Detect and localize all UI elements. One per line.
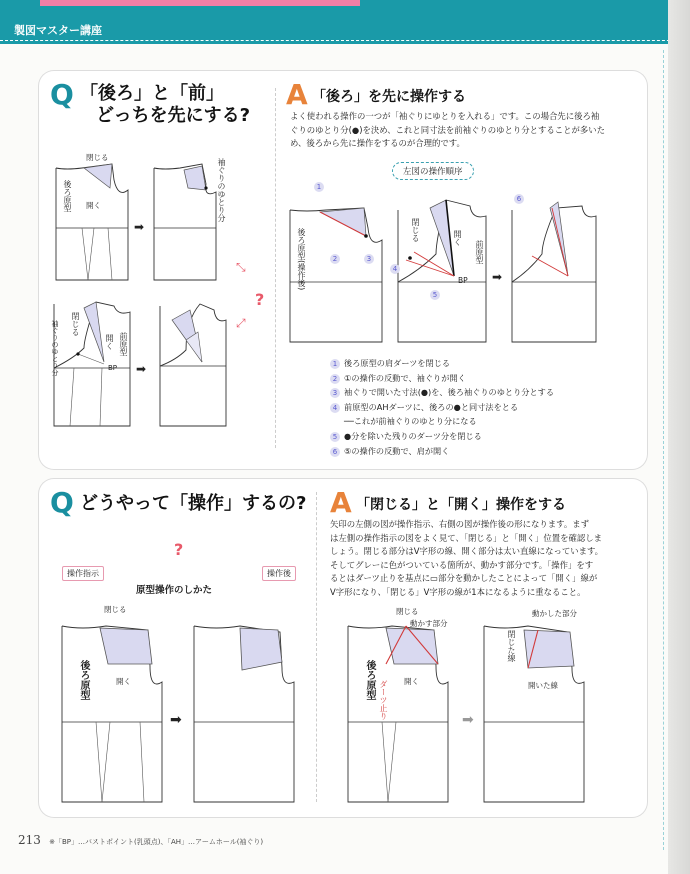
label-open: 開く [105,334,114,350]
header-dash [0,40,690,41]
label-back-pattern-op: 後ろ原型(操作後) [297,228,306,291]
question-mark: ? [255,290,265,309]
diagram-instruction [58,612,168,804]
panel2-separator [316,492,317,802]
label-close: 閉じる [86,153,109,162]
page-edge [668,0,690,874]
header-bar [0,0,690,44]
label-open: 開く [404,677,419,686]
a-body-2 [330,518,603,600]
a-letter-2: A [330,486,352,519]
order-steps [330,356,554,458]
step-marker-3: 3 [364,254,378,264]
step-marker-1: 1 [314,182,328,192]
header-title: 製図マスター講座 [14,24,102,37]
label-closed-line: 閉じた線 [507,630,516,662]
a-body-1-line: め、後ろから先に操作をするのが合理的です。 [290,138,465,149]
label-close: 閉じる [396,607,419,616]
a-body-2-line: るとはダーツ止りを基点に▭部分を動かしたことによって「開く」線が [330,573,598,584]
arrow-diagonal-icon: ⤢ [236,316,246,330]
order-step: 6 ⑤の操作の反動で、肩が開く [330,444,554,459]
arrow-right-icon: ➡ [492,270,503,284]
step-marker-6: 6 [514,194,528,204]
label-sleeve-ease: 袖ぐりのゆとり分 [51,320,59,376]
q-letter-1: Q [50,78,74,111]
order-step: 5 ●分を除いた残りのダーツ分を閉じる [330,429,554,444]
a-body-1 [290,110,605,151]
question-mark: ? [174,540,184,559]
label-close: 閉じる [71,312,80,336]
after-tag: 操作後 [262,566,296,581]
a-title-2: 「閉じる」と「開く」操作をする [356,497,566,513]
a-body-2-line: V字形になり、「閉じる」V字形の線が1本になるように重なること。 [330,586,586,597]
step-marker-4: 4 [390,264,404,274]
a-body-2-line: 矢印の左側の図が操作指示、右側の図が操作後の形になります。まず [330,519,589,529]
a-body-2-line: は左側の操作指示の図をよく見て、「閉じる」と「開く」位置を確認しま [330,532,603,543]
arrow-right-icon: ➡ [170,712,182,728]
label-front-pattern: 前原型 [475,240,484,264]
label-bp: BP [108,364,118,372]
label-back-pattern: 後ろ原型 [364,660,375,700]
q-title-2: どうやって「操作」するの? [80,493,307,514]
label-opened-line: 開いた線 [528,681,558,690]
label-moving-part: 動かす部分 [410,619,448,628]
q-title-1-line2: どっちを先にする? [96,105,251,126]
label-open: 開く [116,677,131,686]
label-front-pattern: 前原型 [119,332,128,356]
label-dart-point: ダーツ止り [379,680,388,720]
a-title-1: 「後ろ」を先に操作する [312,89,466,105]
margin-dash [663,50,664,850]
a-letter-1: A [286,78,308,111]
footer [18,833,263,847]
footer-note: ※「BP」…バストポイント(乳頭点)、「AH」…アームホール(袖ぐり) [49,838,264,846]
a-body-2-line: そしてグレーに色がついている箇所が、動かす部分です。「操作」をす [330,559,594,570]
instruction-tag: 操作指示 [62,566,104,581]
panel1-separator [275,88,276,448]
order-step: 3 袖ぐりで開いた寸法(●)を、後ろ袖ぐりのゆとり分とする [330,385,554,400]
diagram-order [286,180,606,350]
order-step: 4 前原型のAHダーツに、後ろの●と同寸法をとる [330,400,554,415]
arrow-right-icon: ➡ [134,220,145,234]
arrow-diagonal-icon: ⤡ [236,260,246,274]
step-marker-5: 5 [430,290,444,300]
a-body-1-line: ぐりのゆとり分(●)を決め、これと同寸法を前袖ぐりのゆとり分とすることが多いた [290,124,606,135]
diagram-back-before [52,150,132,285]
q-letter-2: Q [50,486,74,519]
label-open: 開く [86,201,101,210]
label-moved-part: 動かした部分 [532,609,577,618]
a-body-1-line: よく使われる操作の一つが「袖ぐりにゆとりを入れる」です。この場合先に後ろ袖 [290,111,600,121]
arrow-right-icon: ➡ [462,712,474,728]
label-close: 閉じる [411,218,420,242]
page-number: 213 [18,833,41,847]
arrow-right-icon: ➡ [136,362,147,376]
order-label: 左図の操作順序 [392,162,474,180]
order-step: ──これが前袖ぐりのゆとり分になる [344,416,477,427]
q-title-1-line1: 「後ろ」と「前」 [80,83,224,104]
label-close: 閉じる [104,605,127,614]
label-back-pattern: 後ろ原型 [78,660,89,700]
label-sleeve-ease: 袖ぐりのゆとり分 [217,158,226,222]
how-label: 原型操作のしかた [136,585,213,596]
diagram-back-after [150,162,220,284]
order-step: 2 ①の操作の反動で、袖ぐりが開く [330,371,554,386]
order-step: 1 後ろ原型の肩ダーツを閉じる [330,356,554,371]
step-marker-2: 2 [330,254,344,264]
label-back-pattern: 後ろ原型 [63,180,72,212]
a-body-2-line: しょう。閉じる部分はV字形の線、開く部分は太い直線になっています。 [330,546,604,557]
label-bp: BP [458,276,468,285]
diagram-after [190,612,300,804]
header-accent [40,0,360,6]
label-open: 開く [453,230,462,246]
